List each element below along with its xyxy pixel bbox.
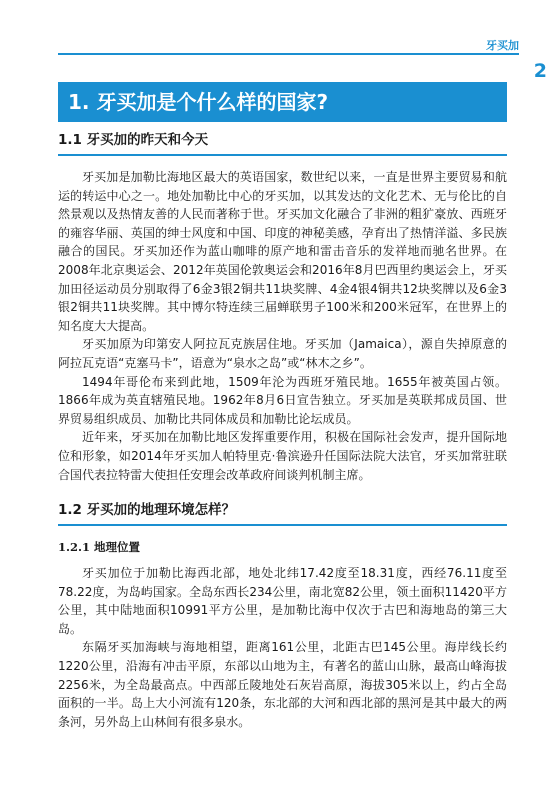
page-header bbox=[0, 0, 559, 82]
subsection-title: 1.2.1 地理位置 bbox=[58, 540, 141, 555]
page-body bbox=[58, 128, 507, 731]
section-1-paragraph-1: 牙买加是加勒比海地区最大的英语国家，数世纪以来，一直是世界主要贸易和航运的转运中心之一。地处加勒比中心的牙买加，以其发达的文化艺术、无与伦比的自然景观以及热情友善的人民而著称于世。牙买加文化融合了非洲的粗犷豪放、西班牙的雍容华丽、英国的绅士风度和中国、印度的神秘美感，孕育出了热情洋溢、多民族融合的国民。牙买加还作为蓝山咖啡的原产地和雷击音乐的发祥地而驰名世界。在2008年北京奥运会、2012年英国伦敦奥运会和2016年8月巴西里约奥运会上，牙买加田径运动员分别取得了6金3银2铜共11块奖牌、4金4银4铜共12块奖牌以及6金3银2铜共11块奖牌。其中博尔特连续三届蝉联男子100米和200米冠军，在世界上的知名度大大提高。 bbox=[58, 170, 507, 333]
section-1-paragraph-2: 牙买加原为印第安人阿拉瓦克族居住地。牙买加（Jamaica），源自失掉原意的阿拉瓦克语“克塞马卡”，语意为“泉水之岛”或“林木之乡”。 bbox=[58, 337, 507, 370]
header-rule bbox=[58, 53, 519, 55]
page-number: 2 bbox=[533, 60, 547, 82]
section-1-paragraph-4: 近年来，牙买加在加勒比地区发挥重要作用，积极在国际社会发声，提升国际地位和形象，如2014年牙买加人帕特里克·鲁滨逊升任国际法院大法官，牙买加常驻联合国代表拉特雷大使担任安理会改革政府间谈判机制主席。 bbox=[58, 430, 507, 482]
header-label: 牙买加 bbox=[486, 39, 519, 52]
section-2-paragraph-2: 东隔牙买加海峡与海地相望，距离161公里，北距古巴145公里。海岸线长约1220公里，沿海有冲击平原，东部以山地为主，有著名的蓝山山脉，最高山峰海拔2256米，为全岛最高点。中西部丘陵地处石灰岩高原，海拔305米以上，约占全岛面积的一半。岛上大小河流有120条，东北部的大河和西北部的黑河是其中最大的两条河，另外岛上山林间有很多泉水。 bbox=[58, 640, 507, 729]
section-2-paragraph-1: 牙买加位于加勒比海西北部，地处北纬17.42度至18.31度，西经76.11度至78.22度，为岛屿国家。全岛东西长234公里，南北宽82公里，领土面积11420平方公里，其中陆地面积10991平方公里，是加勒比海中仅次于古巴和海地岛的第三大岛。 bbox=[58, 566, 507, 636]
section-1-paragraph-3: 1494年哥伦布来到此地，1509年沦为西班牙殖民地。1655年被英国占领。1866年成为英直辖殖民地。1962年8月6日宣告独立。牙买加是英联邦成员国、世界贸易组织成员、加勒比共同体成员和加勒比论坛成员。 bbox=[58, 374, 507, 426]
section-2-rule bbox=[58, 524, 507, 526]
section-1-title: 1.1 牙买加的昨天和今天 bbox=[58, 132, 209, 148]
section-2-title: 1.2 牙买加的地理环境怎样？ bbox=[58, 502, 236, 519]
chapter-title: 1. 牙买加是个什么样的国家? bbox=[58, 82, 507, 122]
